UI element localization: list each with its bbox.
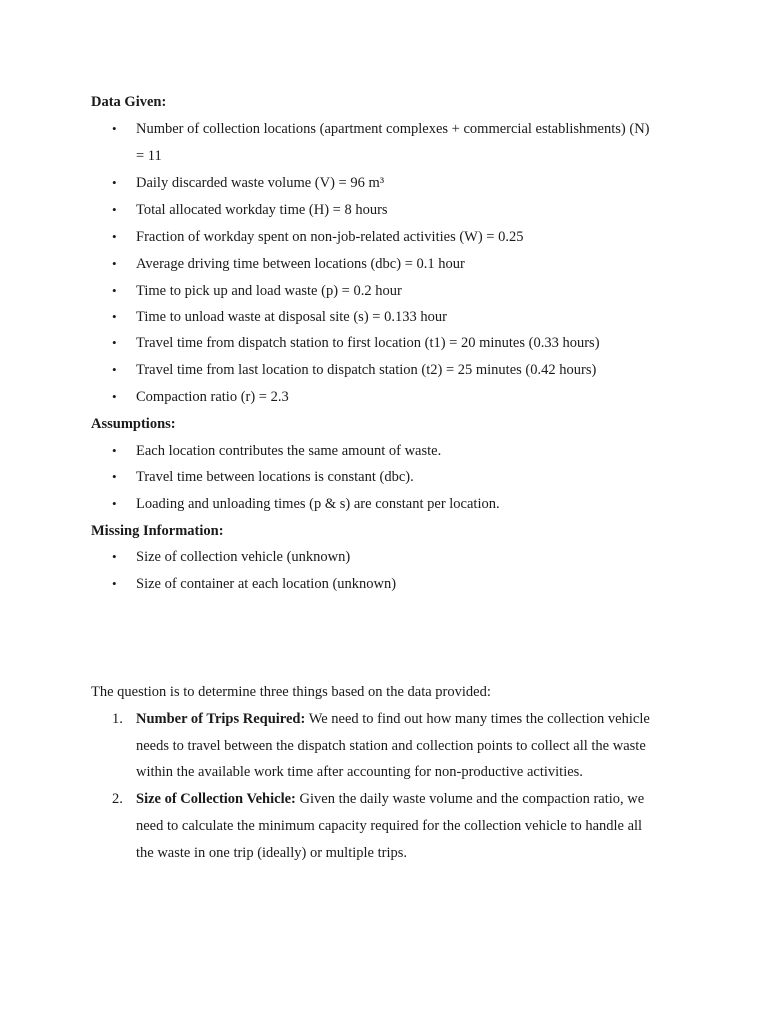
bullet-icon: • bbox=[112, 335, 117, 350]
item-text-continued: need to calculate the minimum capacity required for the collection vehicle to handle all bbox=[136, 818, 643, 834]
bullet-icon: • bbox=[112, 202, 117, 217]
item-number: 2. bbox=[112, 791, 123, 807]
list-item-text-continued: = 11 bbox=[136, 148, 162, 164]
bullet-icon: • bbox=[112, 283, 117, 298]
data-given-heading: Data Given: bbox=[91, 94, 167, 110]
item-number: 1. bbox=[112, 711, 123, 727]
list-item-text: Time to unload waste at disposal site (s) = 0.133 hour bbox=[136, 309, 447, 325]
assumptions-heading: Assumptions: bbox=[91, 416, 176, 432]
list-item-text: Size of collection vehicle (unknown) bbox=[136, 549, 351, 565]
item-bold-lead: Number of Trips Required: bbox=[136, 711, 306, 727]
item-first-line bbox=[136, 710, 650, 728]
list-item-text: Each location contributes the same amount of waste. bbox=[136, 443, 442, 459]
list-item-text: Total allocated workday time (H) = 8 hours bbox=[136, 202, 388, 218]
bullet-icon: • bbox=[112, 256, 117, 271]
bullet-icon: • bbox=[112, 443, 117, 458]
list-item-text: Size of container at each location (unknown) bbox=[136, 576, 397, 592]
item-text: We need to find out how many times the collection vehicle bbox=[305, 711, 650, 727]
question-intro: The question is to determine three things based on the data provided: bbox=[91, 684, 491, 700]
list-item-text: Travel time from last location to dispatch station (t2) = 25 minutes (0.42 hours) bbox=[136, 362, 597, 378]
list-item-text: Travel time from dispatch station to first location (t1) = 20 minutes (0.33 hours) bbox=[136, 335, 600, 351]
list-item-text: Number of collection locations (apartment complexes + commercial establishments) (N) bbox=[136, 121, 650, 137]
list-item-text: Average driving time between locations (dbc) = 0.1 hour bbox=[136, 256, 465, 272]
bullet-icon: • bbox=[112, 496, 117, 511]
list-item-text: Loading and unloading times (p & s) are constant per location. bbox=[136, 496, 500, 512]
bullet-icon: • bbox=[112, 309, 117, 324]
bullet-icon: • bbox=[112, 362, 117, 377]
bullet-icon: • bbox=[112, 229, 117, 244]
item-text-continued: the waste in one trip (ideally) or multiple trips. bbox=[136, 845, 408, 861]
bullet-icon: • bbox=[112, 576, 117, 591]
item-text-continued: within the available work time after accounting for non-productive activities. bbox=[136, 764, 583, 780]
list-item-text: Time to pick up and load waste (p) = 0.2 hour bbox=[136, 283, 402, 299]
item-bold-lead: Size of Collection Vehicle: bbox=[136, 791, 296, 807]
list-item-text: Travel time between locations is constant (dbc). bbox=[136, 469, 414, 485]
list-item-text: Compaction ratio (r) = 2.3 bbox=[136, 389, 289, 405]
list-item-text: Daily discarded waste volume (V) = 96 m³ bbox=[136, 175, 385, 191]
list-item-text: Fraction of workday spent on non-job-related activities (W) = 0.25 bbox=[136, 229, 524, 245]
item-first-line bbox=[136, 790, 644, 808]
bullet-icon: • bbox=[112, 469, 117, 484]
item-text-continued: needs to travel between the dispatch station and collection points to collect all the waste bbox=[136, 738, 646, 754]
bullet-icon: • bbox=[112, 549, 117, 564]
missing-information-heading: Missing Information: bbox=[91, 523, 224, 539]
bullet-icon: • bbox=[112, 121, 117, 136]
bullet-icon: • bbox=[112, 175, 117, 190]
item-text: Given the daily waste volume and the compaction ratio, we bbox=[295, 791, 645, 807]
bullet-icon: • bbox=[112, 389, 117, 404]
